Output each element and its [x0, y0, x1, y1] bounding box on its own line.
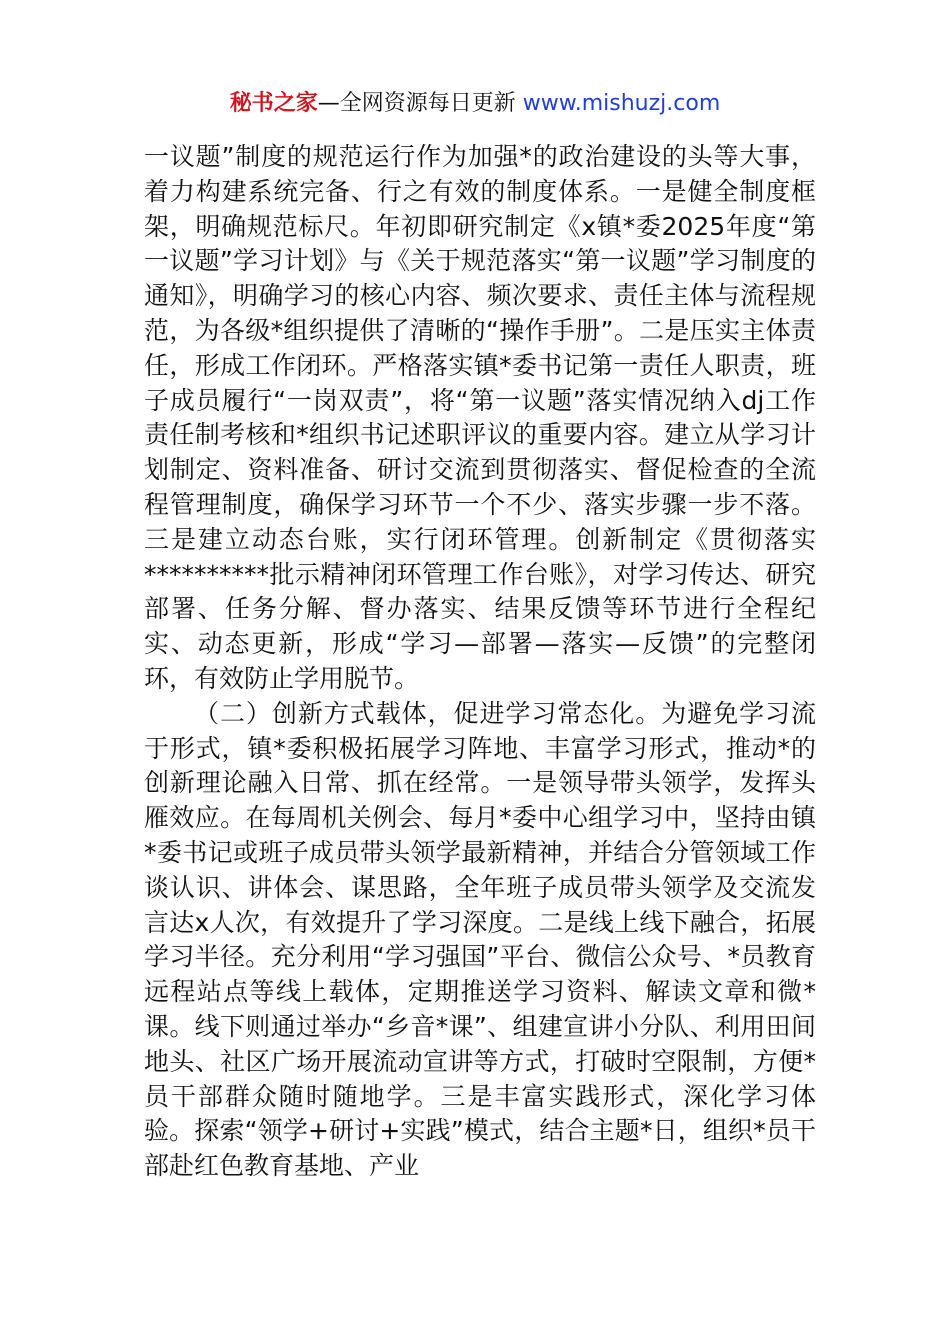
document-body [144, 140, 816, 1184]
site-url-link[interactable]: www.mishuzj.com [522, 91, 721, 116]
paragraph-continuation: 一议题”制度的规范运行作为加强*的政治建设的头等大事，着力构建系统完备、行之有效的制度体系。一是健全制度框架，明确规范标尺。年初即研究制定《x镇*委2025年度“第一议题”学习计划》与《关于规范落实“第一议题”学习制度的通知》，明确学习的核心内容、频次要求、责任主体与流程规范，为各级*组织提供了清晰的“操作手册”。二是压实主体责任，形成工作闭环。严格落实镇*委书记第一责任人职责，班子成员履行“一岗双责”，将“第一议题”落实情况纳入dj工作责任制考核和*组织书记述职评议的重要内容。建立从学习计划制定、资料准备、研讨交流到贯彻落实、督促检查的全流程管理制度，确保学习环节一个不少、落实步骤一步不落。三是建立动态台账，实行闭环管理。创新制定《贯彻落实**********批示精神闭环管理工作台账》，对学习传达、研究部署、任务分解、督办落实、结果反馈等环节进行全程纪实、动态更新，形成“学习—部署—落实—反馈”的完整闭环，有效防止学用脱节。 [144, 142, 816, 693]
paragraph-section-two: （二）创新方式载体，促进学习常态化。为避免学习流于形式，镇*委积极拓展学习阵地、丰富学习形式，推动*的创新理论融入日常、抓在经常。一是领导带头领学，发挥头雁效应。在每周机关例会、每月*委中心组学习中，坚持由镇*委书记或班子成员带头领学最新精神，并结合分管领域工作谈认识、讲体会、谋思路，全年班子成员带头领学及交流发言达x人次，有效提升了学习深度。二是线上线下融合，拓展学习半径。充分利用“学习强国”平台、微信公众号、*员教育远程站点等线上载体，定期推送学习资料、解读文章和微*课。线下则通过举办“乡音*课”、组建宣讲小分队、利用田间地头、社区广场开展流动宣讲等方式，打破时空限制，方便*员干部群众随时随地学。三是丰富实践形式，深化学习体验。探索“领学+研讨+实践”模式，结合主题*日，组织*员干部赴红色教育基地、产业 [144, 698, 816, 1181]
site-name: 秘书之家 [229, 91, 318, 116]
site-header [0, 88, 950, 120]
site-tagline: —全网资源每日更新 [317, 91, 516, 116]
